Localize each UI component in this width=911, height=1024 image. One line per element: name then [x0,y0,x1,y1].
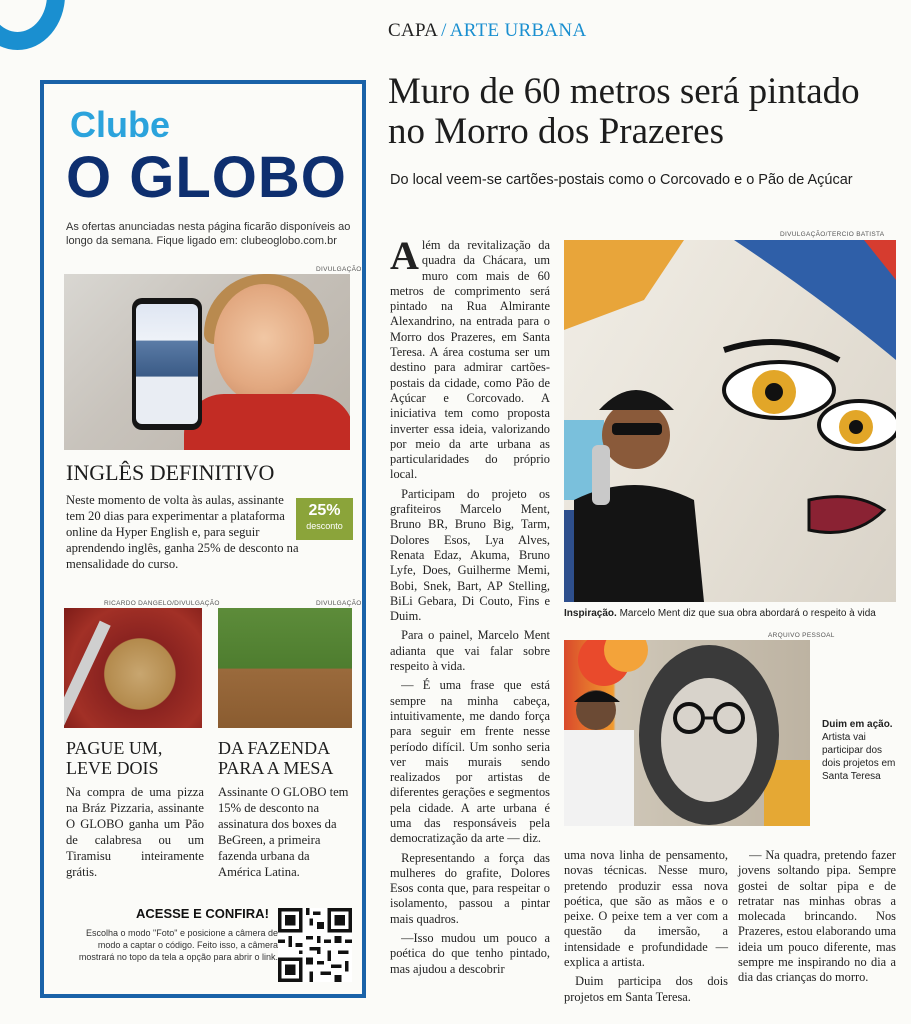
club-note: As ofertas anunciadas nesta página ficarão disponíveis ao longo da semana. Fique ligado em: clubeoglobo.com.br [66,221,351,247]
section-kicker [388,20,586,42]
qr-code-icon[interactable] [278,908,352,982]
photo-credit: DIVULGAÇÃO [316,600,362,607]
photo-caption [564,608,896,619]
article-paragraph: Participam do projeto os grafiteiros Marcelo Ment, Bruno BR, Bruno Big, Tarm, Dolores Esos, Lya Alves, Renata Edaz, Akuma, Bruno Lyfe, Does, Guilherme Memi, Bobi, Snek, Bart, AP Stelling, BiLi Gebara, Di Couto, Fins e Duim. [390,486,550,624]
english-offer-photo [64,274,350,450]
photo-caption [822,718,900,783]
article-column-2 [564,848,728,1009]
caption-text: Marcelo Ment diz que sua obra abordará o respeito à vida [616,608,876,619]
discount-badge [296,498,353,540]
article-column-3 [738,848,896,990]
section-name[interactable]: CAPA [388,20,439,41]
cta-title: ACESSE E CONFIRA! [136,906,269,921]
kicker-separator: / [441,20,447,41]
vegetables-box-photo [218,608,352,728]
article-paragraph: Para o painel, Marcelo Ment adianta que vai falar sobre respeito à vida. [390,628,550,674]
badge-label: desconto [306,521,343,531]
article-paragraph: Representando a força das mulheres do grafite, Dolores Esos conta que, para respeitar o isolamento, passou a pintar mais quadros. [390,850,550,926]
lennon-mural-illustration [564,640,810,826]
lennon-mural-photo [564,640,810,826]
article-paragraph: — Na quadra, pretendo fazer jovens soltando pipa. Sempre gostei de soltar pipa e de retratar nas minhas obras a molecada brincando. Nos Prazeres, estou elaborando uma ideia um pouco diferente, mas sempre me inspirando no dia a dia das crianças do morro. [738,848,896,985]
photo-credit: DIVULGAÇÃO/TERCIO BATISTA [780,231,885,238]
headline: Muro de 60 metros será pintado no Morro dos Prazeres [388,71,860,152]
drop-cap: A [390,233,419,278]
article-paragraph: lém da revitalização da quadra da Chácara, um muro com mais de 60 metros de comprimento será pintado na Rua Almirante Alexandrino, na entrada para o Morro dos Prazeres, em Santa Teresa. A área costuma ser um destino para admirar cartões-postais da cidade, como Pão de Açúcar e Corcovado. A iniciativa tem como proposta inverter essa ideia, valorizando por meio da arte urbana as particularidades do próprio local. [390,238,550,482]
article-paragraph: —Isso mudou um pouco a poética do que tenho pintado, mas ajudou a descobrir [390,931,550,976]
subhead: Do local veem-se cartões-postais como o Corcovado e o Pão de Açúcar [390,172,853,188]
mural-illustration [564,240,896,602]
cta-text: Escolha o modo "Foto" e posicione a câmera de modo a captar o código. Feito isso, a câmera mostrará no topo da tela a opção para abrir o link. [78,928,278,962]
caption-lead: Inspiração. [564,608,617,619]
club-o-globo-box [40,80,366,998]
photo-credit: ARQUIVO PESSOAL [768,632,835,639]
mural-photo [564,240,896,602]
offer-title: PAGUE UM, LEVE DOIS [66,738,163,778]
article-column-1 [390,233,550,981]
phone-icon [132,298,202,430]
subsection-name[interactable]: ARTE URBANA [449,20,587,41]
offer-text: Neste momento de volta às aulas, assinante tem 20 dias para experimentar a plataforma online da Hyper English e, para seguir aprendendo inglês, ganha 25% de desconto na mensalidade do curso. [66,493,299,571]
pizza-photo [64,608,202,728]
club-logo-bottom: O GLOBO [66,145,347,210]
photo-credit: RICARDO DANGELO/DIVULGAÇÃO [104,600,220,607]
corner-decoration [0,0,65,50]
badge-value: 25% [308,502,341,519]
offer-text: Assinante O GLOBO tem 15% de desconto na assinatura dos boxes da BeGreen, a primeira fazenda urbana da América Latina. [218,785,349,879]
offer-title: INGLÊS DEFINITIVO [66,460,275,485]
article-paragraph: — É uma frase que está sempre na minha cabeça, intuitivamente, me dando força para seguir em frente nesse período difícil. Um sonho seria ver mais murais sendo realizados por artistas de diferentes gerações e segmentos pela cidade. A arte urbana é uma das responsáveis pela democratização da arte — diz. [390,678,550,846]
caption-text: Artista vai participar dos dois projetos em Santa Teresa [822,732,896,782]
club-logo-top: Clube [70,104,171,145]
offer-title: DA FAZENDA PARA A MESA [218,738,334,778]
photo-credit: DIVULGAÇÃO [316,266,362,273]
article-paragraph: Duim participa dos dois projetos em Santa Teresa. [564,974,728,1004]
caption-lead: Duim em ação. [822,719,893,730]
article-paragraph: uma nova linha de pensamento, novas técnicas. Nesse muro, pretendo produzir essa nova poética, que são as mãos e o peixe. O peixe tem a ver com a questão da imersão, a intensidade e profundidade — explica a artista. [564,848,728,970]
offer-text: Na compra de uma pizza na Bráz Pizzaria, assinante O GLOBO ganha um Pão de calabresa ou um Tiramisu inteiramente grátis. [66,785,204,879]
